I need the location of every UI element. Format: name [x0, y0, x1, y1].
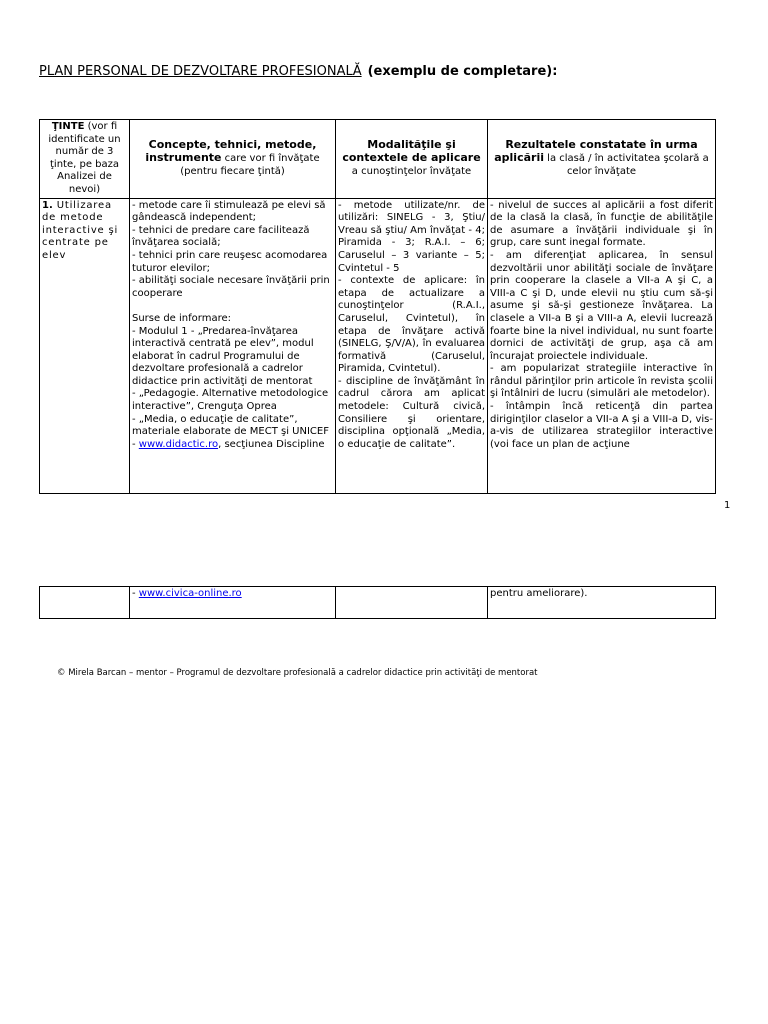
header-concepts: Concepte, tehnici, metode, instrumente care vor fi învăţate (pentru fiecare ţintă)	[130, 120, 336, 199]
footer-copyright: © Mirela Barcan – mentor – Programul de dezvoltare profesională a cadrelor didactice prin activităţi de mentorat	[57, 668, 538, 678]
header-modalities: Modalităţile şi contextele de aplicare a cunoştinţelor învăţate	[336, 120, 488, 199]
plan-table	[39, 119, 716, 494]
target-cell: 1. Utilizarea de metode interactive şi centrate pe elev	[40, 198, 130, 493]
page-number: 1	[724, 500, 731, 511]
continuation-table	[39, 586, 716, 619]
header-results: Rezultatele constatate în urma aplicării la clasă / în activitatea şcolară a celor învăţate	[488, 120, 716, 199]
title-sub: (exemplu de completare):	[367, 64, 558, 79]
modalities-cell: - metode utilizate/nr. de utilizări: SINELG - 3, Ştiu/ Vreau să ştiu/ Am învăţat - 4; Piramida - 3; R.A.I. – 6; Caruselul – 3 variante – 5; Cvintetul - 5 - contexte de aplicare: în etapa de actualizare a cunoştinţelor (R.A.I., Caruselul, Cvintetul), în etapa de învăţare activă (SINELG, Ş/V/A), în evaluarea formativă (Caruselul, Piramida, Cvintetul). - discipline de învăţământ în cadrul cărora am aplicat metodele: Cultură civică, Consiliere şi orientare, disciplina opţională „Media, o educaţie de calitate”.	[336, 198, 488, 493]
didactic-link[interactable]: www.didactic.ro	[138, 438, 219, 450]
concepts-cell: - metode care îi stimulează pe elevi să gândească independent; - tehnici de predare care facilitează învăţarea socială; - tehnici prin care reuşesc acomodarea tuturor elevilor; - abilităţi sociale necesare învăţării prin cooperare Surse de informare: - Modulul 1 - „Predarea-învăţarea interactivă centrată pe elev”, modul elaborat în cadrul Programului de dezvoltare profesională a cadrelor didactice prin activităţi de mentorat - „Pedagogie. Alternative metodologice interactive”, Crenguţa Oprea - „Media, o educaţie de calitate”, materiale elaborate de MECT şi UNICEF - www.didactic.ro, secţiunea Discipline	[130, 198, 336, 493]
continuation-results-cell: pentru ameliorare).	[488, 587, 716, 619]
continuation-concepts-cell: - www.civica-online.ro	[130, 587, 336, 619]
continuation-target-cell	[40, 587, 130, 619]
title-main: PLAN PERSONAL DE DEZVOLTARE PROFESIONALĂ	[39, 64, 362, 79]
table-header-row	[40, 120, 716, 199]
table-row	[40, 198, 716, 493]
table-row	[40, 587, 716, 619]
results-cell: - nivelul de succes al aplicării a fost diferit de la clasă la clasă, în funcţie de abilităţile de asumare a învăţării individuale şi în grup, care sunt inegal formate. - am diferenţiat aplicarea, în sensul dezvoltării unor abilităţi sociale de învăţare prin cooperare la clasele a VII-a A şi C, a VIII-a C şi D, unde elevii nu ştiu cum să-şi asume şi să-şi gestioneze învăţarea. La clasele a VII-a B şi a VIII-a A, elevii lucrează foarte bine la nivel individual, nu sunt foarte dornici de activităţi de grup, aşa că am încurajat proiectele individuale. - am popularizat strategiile interactive în rândul părinţilor prin articole în revista şcolii şi întâlniri de lucru (simulări ale metodelor). - întâmpin încă reticenţă din partea diriginţilor claselor a VII-a A şi a VIII-a D, vis-a-vis de utilizarea strategiilor interactive (voi face un plan de acţiune	[488, 198, 716, 493]
header-targets: ŢINTE (vor fi identificate un număr de 3 ţinte, pe baza Analizei de nevoi)	[40, 120, 130, 199]
document-title	[39, 64, 557, 80]
continuation-modalities-cell	[336, 587, 488, 619]
civica-link[interactable]: www.civica-online.ro	[138, 588, 242, 599]
